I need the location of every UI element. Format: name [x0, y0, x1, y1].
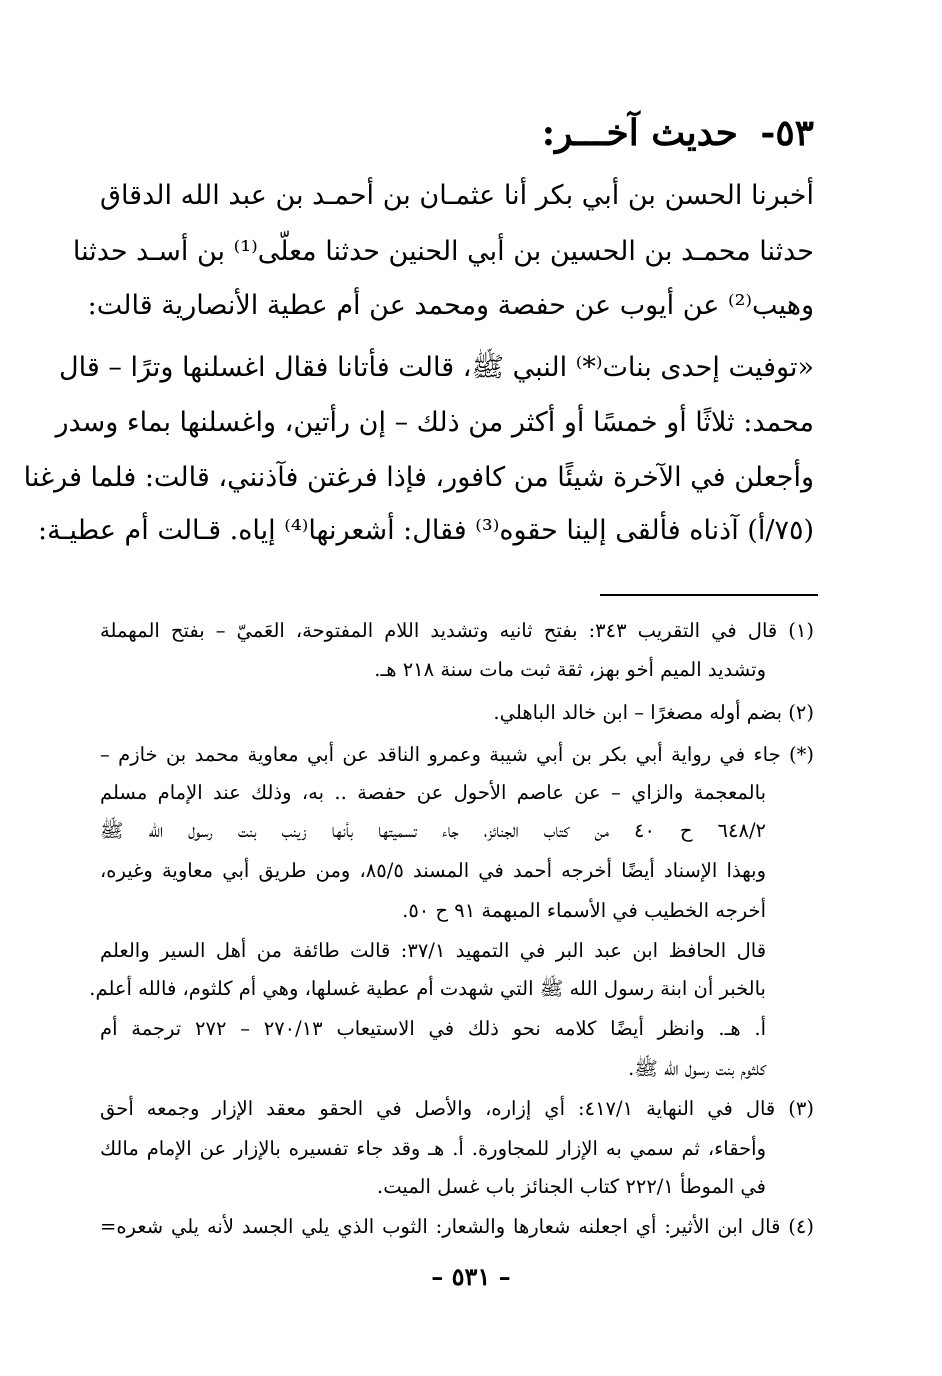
hadith-title: حديث آخـــر: — [541, 112, 738, 154]
footnote-line: ٦٤٨/٢ ح ٤٠ من كتاب الجنائز، جاء تسميتها بأنها زينب بنت رسول الله ﷺ — [100, 819, 766, 842]
footnote-line: كلثوم بنت رسول الله ﷺ. — [628, 1057, 766, 1080]
body-line: «توفيت إحدى بنات⁽*⁾ النبي ﷺ، قالت فأتانا فقال اغسلنها وترًا – قال — [59, 352, 814, 383]
footnote-line: (١) قال في التقريب ٣٤٣: بفتح ثانيه وتشديد اللام المفتوحة، العَميّ – بفتح المهملة — [100, 619, 814, 642]
body-line: وهيب⁽²⁾ عن أيوب عن حفصة ومحمد عن أم عطية الأنصارية قالت: — [87, 290, 814, 321]
hadith-heading — [100, 108, 814, 158]
footnote-line: (*) جاء في رواية أبي بكر بن أبي شيبة وعمرو الناقد عن أبي معاوية محمد بن خازم – — [100, 743, 814, 766]
footnote-line: قال الحافظ ابن عبد البر في التمهيد ٣٧/١: قالت طائفة من أهل السير والعلم — [100, 939, 767, 962]
footnote-line: وبهذا الإسناد أيضًا أخرجه أحمد في المسند ٨٥/٥، ومن طريق أبي معاوية وغيره، — [100, 859, 767, 882]
body-line: وأجعلن في الآخرة شيئًا من كافور، فإذا فرغتن فآذنني، قالت: فلما فرغنا — [23, 462, 814, 493]
footnote-line: في الموطأ ٢٢٢/١ كتاب الجنائز باب غسل الميت. — [377, 1175, 766, 1198]
footnote-line: أخرجه الخطيب في الأسماء المبهمة ٩١ ح ٥٠. — [402, 899, 766, 922]
hadith-number: ٥٣- — [760, 112, 814, 154]
footnote-divider — [600, 594, 818, 596]
body-line: حدثنا محمـد بن الحسين بن أبي الحنين حدثنا معلّى⁽¹⁾ بن أسـد حدثنا — [72, 236, 814, 267]
footnote-line: (٢) بضم أوله مصغرًا – ابن خالد الباهلي. — [493, 701, 814, 724]
footnote-line: أ. هـ. وانظر أيضًا كلامه نحو ذلك في الاستيعاب ٢٧٠/١٣ – ٢٧٢ ترجمة أم — [100, 1017, 766, 1040]
footnote-line: بالخبر أن ابنة رسول الله ﷺ التي شهدت أم عطية غسلها، وهي أم كلثوم، فالله أعلم. — [89, 977, 766, 1000]
body-line: أخبرنا الحسن بن أبي بكر أنا عثمـان بن أحمـد بن عبد الله الدقاق — [100, 180, 814, 211]
footnote-line: وأحقاء، ثم سمي به الإزار للمجاورة. أ. هـ وقد جاء تفسيره بالإزار عن الإمام مالك — [100, 1137, 766, 1160]
footnote-line: (٣) قال في النهاية ٤١٧/١: أي إزاره، والأصل في الحقو معقد الإزار وجمعه أحق — [100, 1097, 814, 1120]
page-number: – ٥٣١ – — [431, 1262, 511, 1291]
footnote-line: (٤) قال ابن الأثير: أي اجعلنه شعارها والشعار: الثوب الذي يلي الجسد لأنه يلي شعره= — [100, 1215, 814, 1238]
body-line: (٧٥/أ) آذناه فألقى إلينا حقوه⁽³⁾ فقال: أشعرنها⁽⁴⁾ إياه. قـالت أم عطيـة: — [38, 515, 814, 546]
body-line: محمد: ثلاثًا أو خمسًا أو أكثر من ذلك – إن رأتين، واغسلنها بماء وسدر — [55, 407, 814, 438]
footnote-line: وتشديد الميم أخو بهز، ثقة ثبت مات سنة ٢١٨ هـ. — [374, 658, 766, 681]
footnote-line: بالمعجمة والزاي – عن عاصم الأحول عن حفصة .. به، وذلك عند الإمام مسلم — [100, 781, 766, 804]
